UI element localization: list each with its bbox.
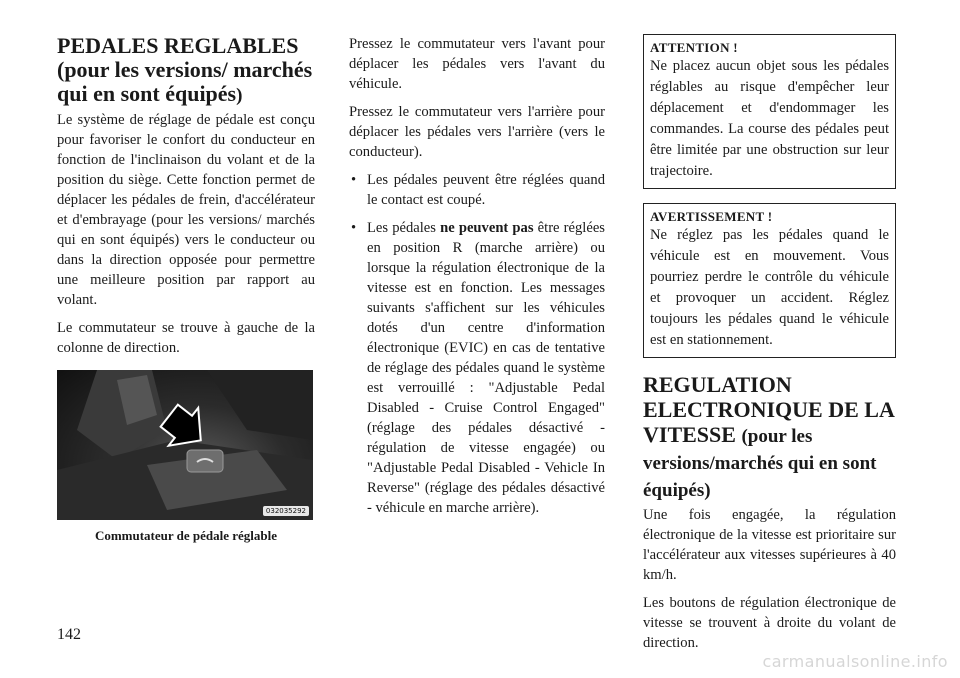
right-column <box>643 34 896 661</box>
bullet-icon: • <box>351 172 357 188</box>
cruise-buttons-paragraph: Les boutons de régulation électronique de vitesse se trouvent à droite du volant de direction. <box>643 595 896 651</box>
left-column <box>57 34 315 544</box>
rearward-instruction-paragraph: Pressez le commutateur vers l'arrière pour déplacer les pédales vers l'arrière (vers le conducteur). <box>349 104 605 160</box>
cruise-intro-paragraph: Une fois engagée, la régulation électronique de la vitesse est prioritaire sur l'accélérateur aux vitesses supérieures à 40 km/h. <box>643 507 896 583</box>
forward-instruction-paragraph: Pressez le commutateur vers l'avant pour déplacer les pédales vers l'avant du véhicule. <box>349 36 605 92</box>
attention-title: ATTENTION ! <box>650 40 738 55</box>
pedal-intro-paragraph: Le système de réglage de pédale est conçu pour favoriser le confort du conducteur en fonction de l'inclinaison du volant et de la position du siège. Cette fonction permet de déplacer les pédales de frein, d'accélérateur et d'embrayage (pour les versions/ marchés qui en sont équipés) vers le conducteur ou dans la direction opposée pour permettre une meilleure position par rapport au volant. <box>57 112 315 308</box>
middle-column <box>349 34 605 526</box>
list-item: • Les pédales peuvent être réglées quand le contact est coupé. <box>351 172 605 208</box>
page-number: 142 <box>57 626 81 643</box>
pedal-notes-list <box>349 170 605 518</box>
section-heading-adjustable-pedals: PEDALES REGLABLES (pour les versions/ marchés qui en sont équipés) <box>57 33 313 106</box>
pedal-switch-photo <box>57 370 313 520</box>
section-heading-cruise-control: REGULATION ELECTRONIQUE DE LA VITESSE (pour les versions/marchés qui en sont équipés) <box>643 372 894 501</box>
figure-caption: Commutateur de pédale réglable <box>94 528 278 543</box>
warning-box <box>643 203 896 358</box>
switch-location-paragraph: Le commutateur se trouve à gauche de la colonne de direction. <box>57 320 315 356</box>
bullet-icon: • <box>351 220 357 236</box>
watermark: carmanualsonline.info <box>762 652 948 671</box>
warning-title: AVERTISSEMENT ! <box>650 209 773 224</box>
list-item: • Les pédales ne peuvent pas être réglées en position R (marche arrière) ou lorsque la régulation électronique de la vitesse est en fonction. Les messages suivants s'affichent sur les véhicules dotés d'un centre d'information électronique (EVIC) en cas de tentative de réglage des pédales quand le système est verrouillé : "Adjustable Pedal Disabled - Cruise Control Engaged" (réglage des pédales désactivé - régulation de vitesse engagée) ou "Adjustable Pedal Disabled - Vehicle In Reverse" (réglage des pédales désactivé - véhicule en marche arrière). <box>351 220 605 516</box>
attention-text: Ne placez aucun objet sous les pédales réglables au risque d'empêcher leur déplacement et d'endommager les commandes. La course des pédales peut être limitée par une obstruction sur leur trajectoire. <box>650 58 889 179</box>
figure-code: 032035292 <box>263 506 309 516</box>
attention-box <box>643 34 896 189</box>
warning-text: Ne réglez pas les pédales quand le véhicule est en mouvement. Vous pourriez perdre le contrôle du véhicule et provoquer un accident. Réglez toujours les pédales quand le véhicule est en stationnement. <box>650 227 889 348</box>
pedal-switch-illustration <box>57 370 313 520</box>
emphasis-text: ne peuvent pas <box>440 220 534 236</box>
